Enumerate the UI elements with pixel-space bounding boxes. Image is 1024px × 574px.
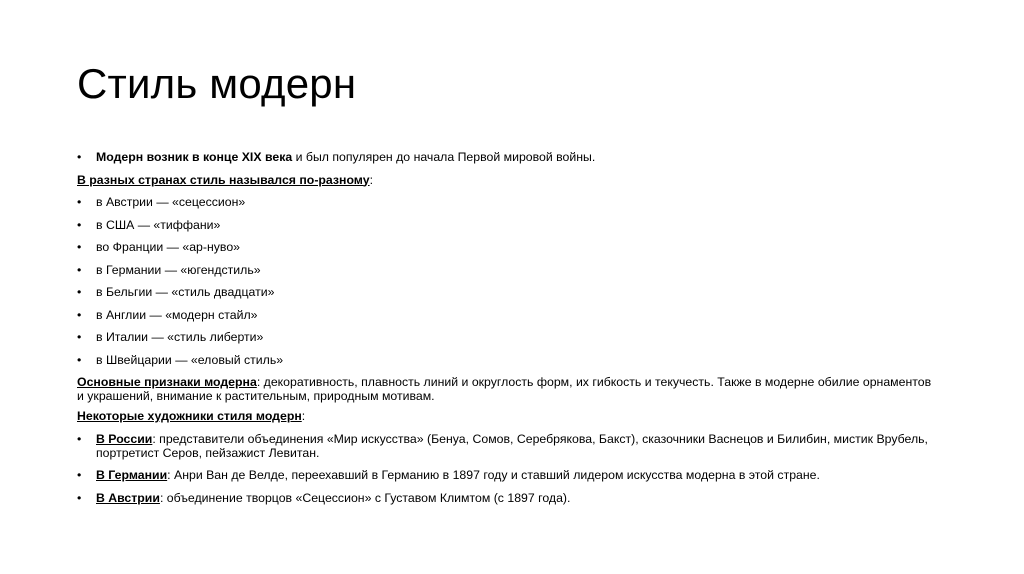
bullet-icon [77, 432, 89, 446]
bullet-icon [77, 285, 89, 299]
country-name-italy: в Италии — «стиль либерти» [96, 330, 264, 344]
artists-heading [77, 409, 937, 423]
bullet-icon [77, 491, 89, 505]
list-item [77, 308, 937, 322]
country-name-england: в Англии — «модерн стайл» [96, 307, 258, 322]
artists-germany [77, 468, 937, 482]
list-item [77, 218, 937, 232]
features-paragraph [77, 375, 937, 403]
artists-russia-text: : представители объединения «Мир искусства» (Бенуа, Сомов, Серебрякова, Бакст), сказочники Васнецов и Билибин, мистик Врубель, портретист Серов, пейзажист Левитан. [96, 431, 928, 460]
slide-title: Стиль модерн [77, 60, 357, 107]
intro-bold: Модерн возник в конце XIX века [96, 150, 293, 164]
country-name-usa: в США — «тиффани» [96, 217, 221, 232]
features-bold: Основные признаки модерна [77, 375, 257, 389]
artists-germany-bold: В Германии [96, 468, 168, 482]
country-name-switzerland: в Швейцарии — «еловый стиль» [96, 352, 284, 367]
bullet-icon [77, 150, 89, 164]
artists-russia-bold: В России [96, 431, 153, 446]
bullet-icon [77, 218, 89, 232]
artists-heading-bold: Некоторые художники стиля модерн [77, 409, 302, 423]
artists-austria-bold: В Австрии [96, 490, 160, 505]
list-item [77, 285, 937, 299]
list-item [77, 353, 937, 367]
intro-bullet [77, 150, 937, 164]
names-heading-bold: В разных странах стиль назывался по-разному [77, 172, 370, 187]
bullet-icon [77, 240, 89, 254]
names-heading-colon: : [369, 172, 374, 187]
intro-text: и был популярен до начала Первой мировой войны. [292, 150, 596, 164]
list-item [77, 263, 937, 277]
country-name-germany: в Германии — «югендстиль» [96, 262, 261, 277]
country-name-france: во Франции — «ар-нуво» [96, 240, 241, 254]
bullet-icon [77, 330, 89, 344]
list-item [77, 240, 937, 254]
features-text: : декоративность, плавность линий и округлость форм, их гибкость и текучесть. Также в модерне обилие орнаментов и украшений, внимание к растительным, природным мотивам. [77, 375, 932, 403]
artists-austria [77, 491, 937, 505]
slide-content [77, 150, 937, 513]
artists-germany-text: : Анри Ван де Велде, переехавший в Германию в 1897 году и ставший лидером искусства модерна в этой стране. [167, 468, 820, 482]
bullet-icon [77, 195, 89, 209]
bullet-icon [77, 308, 89, 322]
list-item [77, 195, 937, 209]
artists-austria-text: : объединение творцов «Сецессион» с Густавом Климтом (с 1897 года). [159, 490, 571, 505]
country-name-austria: в Австрии — «сецессион» [96, 195, 246, 209]
artists-russia [77, 432, 937, 460]
bullet-icon [77, 468, 89, 482]
names-heading [77, 173, 937, 187]
bullet-icon [77, 353, 89, 367]
list-item [77, 330, 937, 344]
country-name-belgium: в Бельгии — «стиль двадцати» [96, 285, 275, 299]
artists-heading-colon: : [301, 409, 306, 423]
bullet-icon [77, 263, 89, 277]
